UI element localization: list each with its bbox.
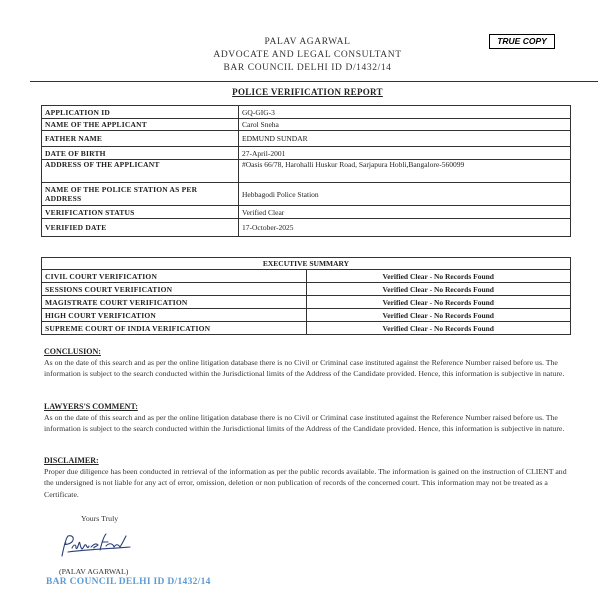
detail-value: EDMUND SUNDAR: [239, 131, 571, 147]
advocate-bar-id: BAR COUNCIL DELHI ID D/1432/14: [223, 63, 392, 73]
summary-value: Verified Clear - No Records Found: [306, 270, 571, 283]
table-row: [42, 283, 571, 296]
detail-value: Carol Sneha: [239, 119, 571, 131]
executive-summary-table: [41, 257, 571, 335]
true-copy-stamp: TRUE COPY: [489, 34, 555, 49]
disclaimer-heading: DISCLAIMER:: [44, 456, 99, 465]
detail-value: Verified Clear: [239, 206, 571, 219]
table-row: [42, 106, 571, 119]
detail-value: #Oasis 66/78, Harohalli Huskur Road, Sarjapura Hobli,Bangalore-560099: [239, 160, 571, 183]
advocate-role: ADVOCATE AND LEGAL CONSULTANT: [213, 50, 402, 60]
detail-label: FATHER NAME: [42, 131, 239, 147]
conclusion-section: [44, 347, 572, 380]
table-row: [42, 131, 571, 147]
summary-value: Verified Clear - No Records Found: [306, 309, 571, 322]
detail-label: VERIFIED DATE: [42, 219, 239, 237]
detail-label: ADDRESS OF THE APPLICANT: [42, 160, 239, 183]
detail-label: VERIFICATION STATUS: [42, 206, 239, 219]
summary-label: SESSIONS COURT VERIFICATION: [42, 283, 307, 296]
detail-label: NAME OF THE POLICE STATION AS PER ADDRESS: [42, 183, 239, 206]
summary-label: CIVIL COURT VERIFICATION: [42, 270, 307, 283]
signature-image: [58, 530, 138, 560]
table-row: [42, 147, 571, 160]
lawyers-comment-section: [44, 402, 572, 435]
detail-value: GQ-GIG-3: [239, 106, 571, 119]
lawyers-comment-text: As on the date of this search and as per the online litigation database there is no Civil or Criminal case instituted against the Reference Number raised before us. The information is subject to the search conducted within the Jurisdictional limits of the Address of the Candidate provided. Hence, this information is subjective in nature.: [44, 413, 565, 434]
footer-bar-council-id: BAR COUNCIL DELHI ID D/1432/14: [46, 577, 211, 587]
detail-label: APPLICATION ID: [42, 106, 239, 119]
applicant-details-table: [41, 105, 571, 237]
signatory-name: (PALAV AGARWAL): [59, 567, 129, 576]
table-row: [42, 270, 571, 283]
summary-value: Verified Clear - No Records Found: [306, 283, 571, 296]
detail-value: 17-October-2025: [239, 219, 571, 237]
summary-label: SUPREME COURT OF INDIA VERIFICATION: [42, 322, 307, 335]
report-title: POLICE VERIFICATION REPORT: [232, 87, 383, 97]
table-row: [42, 309, 571, 322]
detail-label: DATE OF BIRTH: [42, 147, 239, 160]
summary-label: HIGH COURT VERIFICATION: [42, 309, 307, 322]
detail-value: Hebbagodi Police Station: [239, 183, 571, 206]
summary-title: EXECUTIVE SUMMARY: [42, 258, 571, 270]
table-row: [42, 183, 571, 206]
summary-label: MAGISTRATE COURT VERIFICATION: [42, 296, 307, 309]
advocate-name: PALAV AGARWAL: [264, 37, 351, 47]
yours-truly: Yours Truly: [81, 514, 119, 523]
detail-value: 27-April-2001: [239, 147, 571, 160]
table-row: [42, 160, 571, 183]
table-row: [42, 296, 571, 309]
table-header-row: [42, 258, 571, 270]
header-divider: [30, 81, 598, 82]
table-row: [42, 219, 571, 237]
conclusion-heading: CONCLUSION:: [44, 347, 101, 356]
disclaimer-section: [44, 456, 572, 500]
table-row: [42, 322, 571, 335]
summary-value: Verified Clear - No Records Found: [306, 296, 571, 309]
lawyers-comment-heading: LAWYERS'S COMMENT:: [44, 402, 138, 411]
table-row: [42, 119, 571, 131]
table-row: [42, 206, 571, 219]
conclusion-text: As on the date of this search and as per the online litigation database there is no Civil or Criminal case instituted against the Reference Number raised before us. The information is subject to the search conducted within the Jurisdictional limits of the Address of the Candidate provided. Hence, this information is subjective in nature.: [44, 358, 565, 379]
detail-label: NAME OF THE APPLICANT: [42, 119, 239, 131]
disclaimer-text: Proper due diligence has been conducted in retrieval of the information as per the public records available. The information is gained on the instruction of CLIENT and the undersigned is not liable for any act of error, omission, deletion or non publication of records of the concerned court. This information may not be treated as a Certificate.: [44, 467, 567, 499]
summary-value: Verified Clear - No Records Found: [306, 322, 571, 335]
